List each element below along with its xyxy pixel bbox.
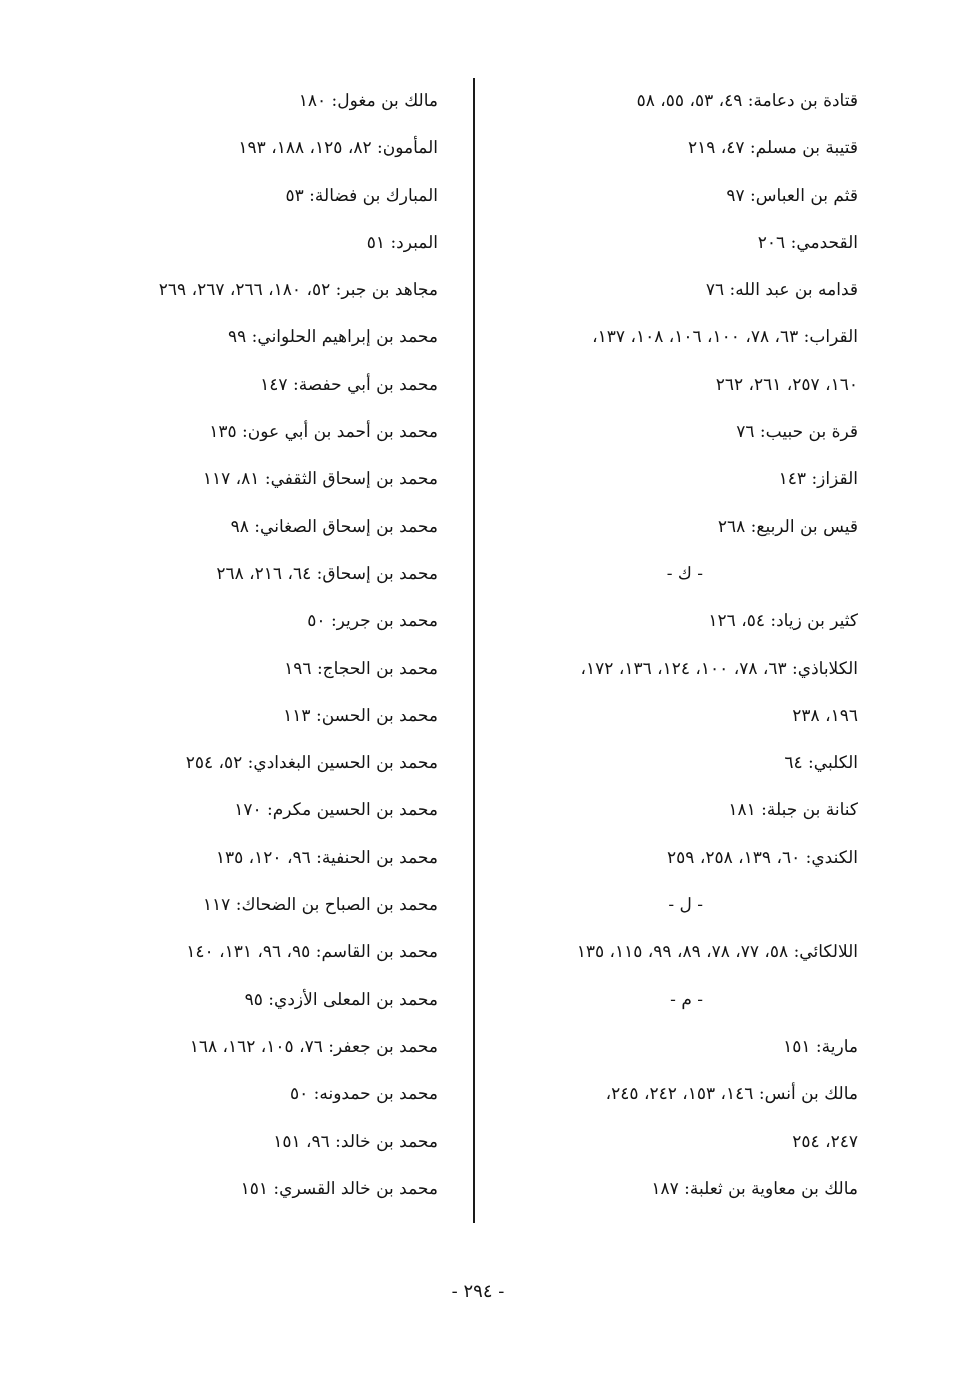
index-entry: محمد بن الصباح بن الضحاك: ١١٧ [202,895,438,916]
index-entry: محمد بن المعلى الأزدي: ٩٥ [244,989,438,1010]
index-entry: محمد بن حمدونه: ٥٠ [289,1084,438,1105]
index-entry-continuation: ١٩٦، ٢٣٨ [792,705,858,726]
index-entry: محمد بن القاسم: ٩٥، ٩٦، ١٣١، ١٤٠ [186,942,438,963]
index-entry: القزاز: ١٤٣ [778,469,858,490]
page-number: - ٢٩٤ - [451,1281,505,1302]
index-entry: محمد بن أبي حفصة: ١٤٧ [260,374,438,395]
index-entry: محمد بن إبراهيم الحلواني: ٩٩ [228,327,438,348]
index-entry: محمد بن الحسين مكرم: ١٧٠ [234,800,438,821]
column-divider [473,78,475,1223]
index-entry: محمد بن إسحاق الصغاني: ٩٨ [230,516,438,537]
index-entry: كنانة بن جبلة: ١٨١ [728,800,858,821]
index-entry: محمد بن جرير: ٥٠ [307,611,438,632]
index-entry: الكلاباذي: ٦٣، ٧٨، ١٠٠، ١٢٤، ١٣٦، ١٧٢، [580,658,858,679]
index-entry: قدامه بن عبد الله: ٧٦ [705,280,858,301]
index-entry: اللالكائي: ٥٨، ٧٧، ٧٨، ٨٩، ٩٩، ١١٥، ١٣٥ [576,942,858,963]
index-entry: كثير بن زياد: ٥٤، ١٢٦ [708,611,858,632]
index-entry: قيس بن الربيع: ٢٦٨ [717,516,858,537]
index-entry: قتيبة بن مسلم: ٤٧، ٢١٩ [687,138,858,159]
index-entry: مالك بن أنس: ١٤٦، ١٥٣، ٢٤٢، ٢٤٥، [605,1084,858,1105]
letter-heading-kaf: - ك - [666,563,703,584]
index-entry: قرة بن حبيب: ٧٦ [736,422,858,443]
index-entry: محمد بن الحجاج: ١٩٦ [284,658,438,679]
index-entry: محمد بن أحمد بن أبي عون: ١٣٥ [209,422,438,443]
index-entry: محمد بن الحنفية: ٩٦، ١٢٠، ١٣٥ [215,847,438,868]
index-entry: مالك بن معاوية بن ثعلبة: ١٨٧ [651,1178,858,1199]
index-entry-continuation: ٢٤٧، ٢٥٤ [792,1131,858,1152]
index-entry: مجاهد بن جبر: ٥٢، ١٨٠، ٢٦٦، ٢٦٧، ٢٦٩ [158,280,438,301]
index-entry: المبرد: ٥١ [366,232,438,253]
index-entry: الكلبي: ٦٤ [784,753,858,774]
index-entry-continuation: ١٦٠، ٢٥٧، ٢٦١، ٢٦٢ [715,374,858,395]
index-entry: محمد بن الحسين البغدادي: ٥٢، ٢٥٤ [185,753,438,774]
index-entry: محمد بن خالد القسري: ١٥١ [240,1178,438,1199]
index-entry: القراب: ٦٣، ٧٨، ١٠٠، ١٠٦، ١٠٨، ١٣٧، [592,327,858,348]
index-entry: محمد بن خالد: ٩٦، ١٥١ [273,1131,438,1152]
index-entry: المبارك بن فضالة: ٥٣ [285,185,438,206]
index-column-right [478,78,858,1213]
index-entry: محمد بن إسحاق: ٦٤، ٢١٦، ٢٦٨ [216,563,438,584]
index-entry: مالك بن مغول: ١٨٠ [298,91,438,111]
index-entry: مارية: ١٥١ [783,1036,858,1057]
index-entry: محمد بن جعفر: ٧٦، ١٠٥، ١٦٢، ١٦٨ [189,1036,438,1057]
index-entry: المأمون: ٨٢، ١٢٥، ١٨٨، ١٩٣ [238,138,438,159]
letter-heading-mim: - م - [670,989,703,1010]
index-entry: محمد بن الحسن: ١١٣ [283,705,438,726]
index-entry: محمد بن إسحاق الثقفي: ٨١، ١١٧ [202,469,438,490]
index-entry: القحدمي: ٢٠٦ [757,232,858,253]
index-entry: قثم بن العباس: ٩٧ [726,185,858,206]
index-entry: قتادة بن دعامة: ٤٩، ٥٣، ٥٥، ٥٨ [636,91,858,111]
letter-heading-lam: - ل - [668,895,703,916]
index-entry: الكندي: ٦٠، ١٣٩، ٢٥٨، ٢٥٩ [667,847,858,868]
index-column-left [88,78,438,1213]
